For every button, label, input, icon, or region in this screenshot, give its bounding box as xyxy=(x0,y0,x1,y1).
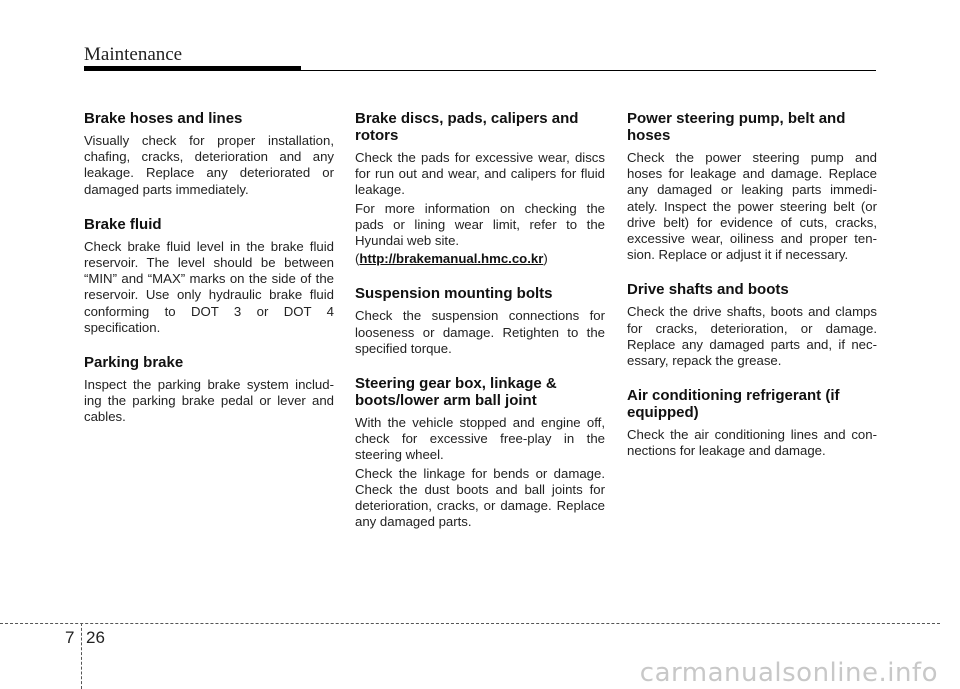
chapter-number: 7 xyxy=(65,628,75,647)
section-heading: Parking brake xyxy=(84,354,184,372)
section-suspension-bolts xyxy=(355,285,605,357)
section-brake-hoses xyxy=(84,110,334,198)
section-heading: Drive shafts and boots xyxy=(627,281,789,299)
column-2 xyxy=(355,110,605,548)
section-heading: Steering gear box, linkage & boots/lower arm ball joint xyxy=(355,375,557,410)
section-paragraph: Visually check for proper installation, chafing, cracks, deterioration and any leakage. Replace any deteriorated or damaged parts immediately. xyxy=(84,133,334,197)
watermark: carmanualsonline.info xyxy=(639,658,938,688)
section-heading: Brake hoses and lines xyxy=(84,110,243,127)
section-paragraph: Inspect the parking brake system includ-ing the parking brake pedal or lever and cables. xyxy=(84,377,334,425)
section-parking-brake xyxy=(84,354,334,426)
section-paragraph: Check the suspension connections for looseness or damage. Retighten to the specified torque. xyxy=(355,308,605,356)
section-paragraph: Check the drive shafts, boots and clamps for cracks, deterioration, or damage. Replace any damaged parts and, if nec-essary, repack the grease. xyxy=(627,304,877,369)
header-rule-thin xyxy=(301,70,876,71)
section-paragraph: For more information on checking the pads or lining wear limit, refer to the Hyundai web site. xyxy=(355,200,605,249)
page-header-title: Maintenance xyxy=(84,44,183,65)
footer-divider xyxy=(0,623,940,624)
column-1 xyxy=(84,110,334,444)
header-rule-thick xyxy=(84,66,301,71)
link-paragraph: (http://brakemanual.hmc.co.kr) xyxy=(355,251,548,267)
section-paragraph: Check the air conditioning lines and con-nections for leakage and damage. xyxy=(627,427,877,459)
section-heading: Brake fluid xyxy=(84,215,162,233)
section-paragraph: Check brake fluid level in the brake fluid reservoir. The level should be between “MIN” and “MAX” marks on the side of the reservoir. Use only hydraulic brake fluid conforming to DOT 3 or DOT 4 specification. xyxy=(84,238,334,335)
section-power-steering xyxy=(627,110,877,263)
section-steering-gear xyxy=(355,375,605,530)
hyundai-brake-manual-link[interactable]: http://brakemanual.hmc.co.kr xyxy=(359,251,544,267)
section-drive-shafts xyxy=(627,281,877,369)
section-brake-fluid xyxy=(84,216,334,336)
section-brake-discs xyxy=(355,110,605,267)
section-air-conditioning xyxy=(627,387,877,459)
page-number: 26 xyxy=(86,628,105,647)
section-paragraph: Check the power steering pump and hoses for leakage and damage. Replace any damaged or leaking parts immedi-ately. Inspect the power steering belt (or drive belt) for evidence of cuts, cracks, excessive wear, oiliness and proper ten-sion. Replace or adjust it if necessary. xyxy=(627,150,877,263)
section-heading: Suspension mounting bolts xyxy=(355,285,553,303)
section-paragraph: With the vehicle stopped and engine off, check for excessive free-play in the steering wheel. xyxy=(355,415,605,463)
footer-vertical-divider xyxy=(81,623,82,689)
section-paragraph: Check the pads for excessive wear, discs for run out and wear, and calipers for fluid leakage. xyxy=(355,150,605,198)
section-heading: Brake discs, pads, calipers and rotors xyxy=(355,110,579,144)
section-heading: Power steering pump, belt and hoses xyxy=(627,110,846,144)
section-paragraph: Check the linkage for bends or damage. Check the dust boots and ball joints for deterioration, cracks, or damage. Replace any damaged parts. xyxy=(355,465,605,530)
section-heading: Air conditioning refrigerant (if equipped) xyxy=(627,387,840,422)
column-3 xyxy=(627,110,877,478)
